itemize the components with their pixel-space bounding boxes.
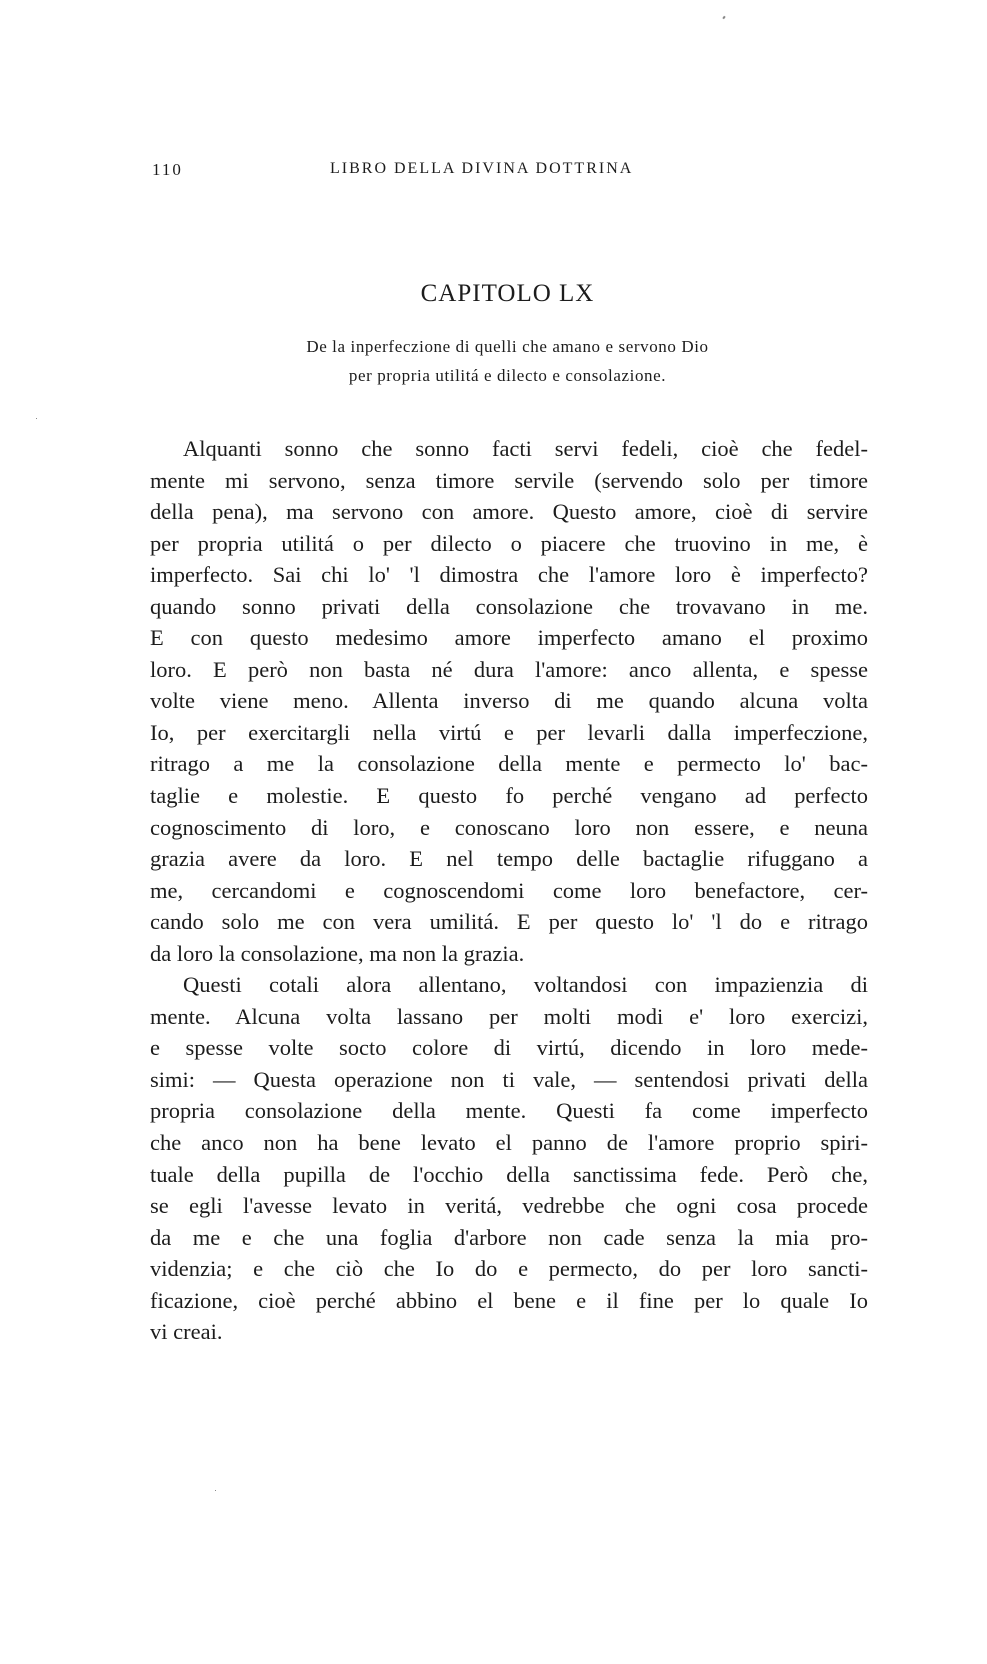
text-line: grazia avere da loro. E nel tempo delle bactaglie rifuggano a xyxy=(150,846,868,872)
text-line: che anco non ha bene levato el panno de l'amore proprio spiri- xyxy=(150,1130,868,1156)
text-line: Io, per exercitargli nella virtú e per levarli dalla imperfeczione, xyxy=(150,719,868,745)
text-line: mente. Alcuna volta lassano per molti modi e' loro exercizi, xyxy=(150,1003,868,1029)
running-title: LIBRO DELLA DIVINA DOTTRINA xyxy=(330,160,634,177)
text-line: da me e che una foglia d'arbore non cade senza la mia pro- xyxy=(150,1224,868,1250)
text-line: loro. E però non basta né dura l'amore: anco allenta, e spesse xyxy=(150,656,868,682)
text-line: propria consolazione della mente. Questi fa come imperfecto xyxy=(150,1098,868,1124)
text-line: imperfecto. Sai chi lo' 'l dimostra che l'amore loro è imperfecto? xyxy=(150,562,868,588)
text-line: e spesse volte socto colore di virtú, dicendo in loro mede- xyxy=(150,1035,868,1061)
chapter-subtitle-line: De la inperfeczione di quelli che amano e servono Dio xyxy=(306,337,709,356)
text-line: della pena), ma servono con amore. Questo amore, cioè di servire xyxy=(150,499,868,525)
text-line: cando solo me con vera umilitá. E per questo lo' 'l do e ritrago xyxy=(150,909,868,935)
text-line: mente mi servono, senza timore servile (servendo solo per timore xyxy=(150,467,868,493)
chapter-subtitle-line: per propria utilitá e dilecto e consolazione. xyxy=(348,366,667,385)
text-line: se egli l'avesse levato in veritá, vedrebbe che ogni cosa procede xyxy=(150,1193,868,1219)
text-line: volte viene meno. Allenta inverso di me quando alcuna volta xyxy=(150,688,868,714)
text-line: me, cercandomi e cognoscendomi come loro benefactore, cer- xyxy=(150,877,868,903)
text-line: Questi cotali alora allentano, voltandosi con impazienzia di xyxy=(183,972,868,998)
chapter-title: CAPITOLO LX xyxy=(420,280,595,307)
text-line: taglie e molestie. E questo fo perché vengano ad perfecto xyxy=(150,783,868,809)
chapter-body xyxy=(150,433,868,1348)
page-number: 110 xyxy=(152,160,183,179)
text-line: simi: — Questa operazione non ti vale, — sentendosi privati della xyxy=(150,1066,868,1092)
text-line: videnzia; e che ciò che Io do e permecto, do per loro sancti- xyxy=(150,1256,868,1282)
scan-speck xyxy=(722,16,725,20)
text-line: E con questo medesimo amore imperfecto amano el proximo xyxy=(150,625,868,651)
text-line: quando sonno privati della consolazione che trovavano in me. xyxy=(150,593,868,619)
scan-speck xyxy=(36,418,37,419)
text-line: per propria utilitá o per dilecto o piacere che truovino in me, è xyxy=(150,530,868,556)
text-line: da loro la consolazione, ma non la grazia. xyxy=(150,940,525,966)
text-line: ficazione, cioè perché abbino el bene e il fine per lo quale Io xyxy=(150,1287,868,1313)
scan-speck xyxy=(215,1490,216,1491)
text-line: cognoscimento di loro, e conoscano loro non essere, e neuna xyxy=(150,814,868,840)
text-line: ritrago a me la consolazione della mente e permecto lo' bac- xyxy=(150,751,868,777)
chapter-subtitle xyxy=(0,332,987,390)
text-line: Alquanti sonno che sonno facti servi fedeli, cioè che fedel- xyxy=(183,436,868,461)
text-line: tuale della pupilla de l'occhio della sanctissima fede. Però che, xyxy=(150,1161,868,1187)
text-line: vi creai. xyxy=(150,1319,223,1345)
